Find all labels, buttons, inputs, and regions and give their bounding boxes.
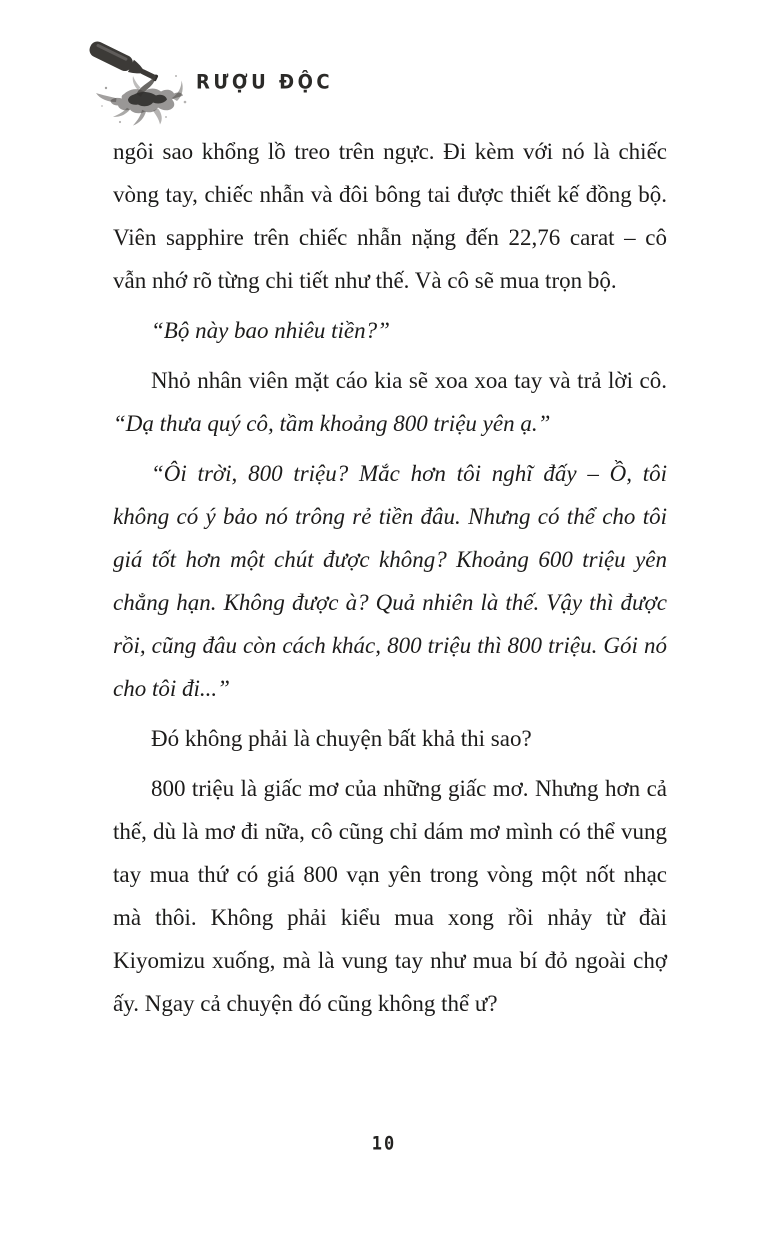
page-header (0, 0, 780, 132)
paragraph: 800 triệu là giấc mơ của những giấc mơ. Nhưng hơn cả thế, dù là mơ đi nữa, cô cũng chỉ dám mơ mình có thể vung tay mua thứ có giá 800 vạn yên trong vòng một nốt nhạc mà thôi. Không phải kiểu mua xong rồi nhảy từ đài Kiyomizu xuống, mà là vung tay như mua bí đỏ ngoài chợ ấy. Ngay cả chuyện đó cũng không thể ư? (113, 776, 667, 1016)
paragraph-dialogue: “Ôi trời, 800 triệu? Mắc hơn tôi nghĩ đấy – Ồ, tôi không có ý bảo nó trông rẻ tiền đâu. Nhưng có thể cho tôi giá tốt hơn một chút được không? Khoảng 600 triệu yên chẳng hạn. Không được à? Quả nhiên là thế. Vậy thì được rồi, cũng đâu còn cách khác, 800 triệu thì 800 triệu. Gói nó cho tôi đi...” (113, 461, 667, 701)
paragraph: ngôi sao khổng lồ treo trên ngực. Đi kèm với nó là chiếc vòng tay, chiếc nhẫn và đôi bông tai được thiết kế đồng bộ. Viên sapphire trên chiếc nhẫn nặng đến 22,76 carat – cô vẫn nhớ rõ từng chi tiết như thế. Và cô sẽ mua trọn bộ. (113, 139, 667, 293)
paragraph-dialogue: “Bộ này bao nhiêu tiền?” (151, 318, 390, 343)
wine-bottle-pour-splash-icon (86, 32, 194, 130)
chapter-title: RƯỢU ĐỘC (196, 71, 334, 94)
paragraph-narration-part: Nhỏ nhân viên mặt cáo kia sẽ xoa xoa tay và trả lời cô. (151, 368, 667, 393)
paragraph: Đó không phải là chuyện bất khả thi sao? (151, 726, 532, 751)
page-number: 10 (371, 1133, 397, 1155)
page-footer (0, 1134, 780, 1154)
paragraph-dialogue-part: “Dạ thưa quý cô, tầm khoảng 800 triệu yên ạ.” (113, 411, 551, 436)
paragraph (113, 359, 667, 445)
page-body (113, 130, 667, 1032)
